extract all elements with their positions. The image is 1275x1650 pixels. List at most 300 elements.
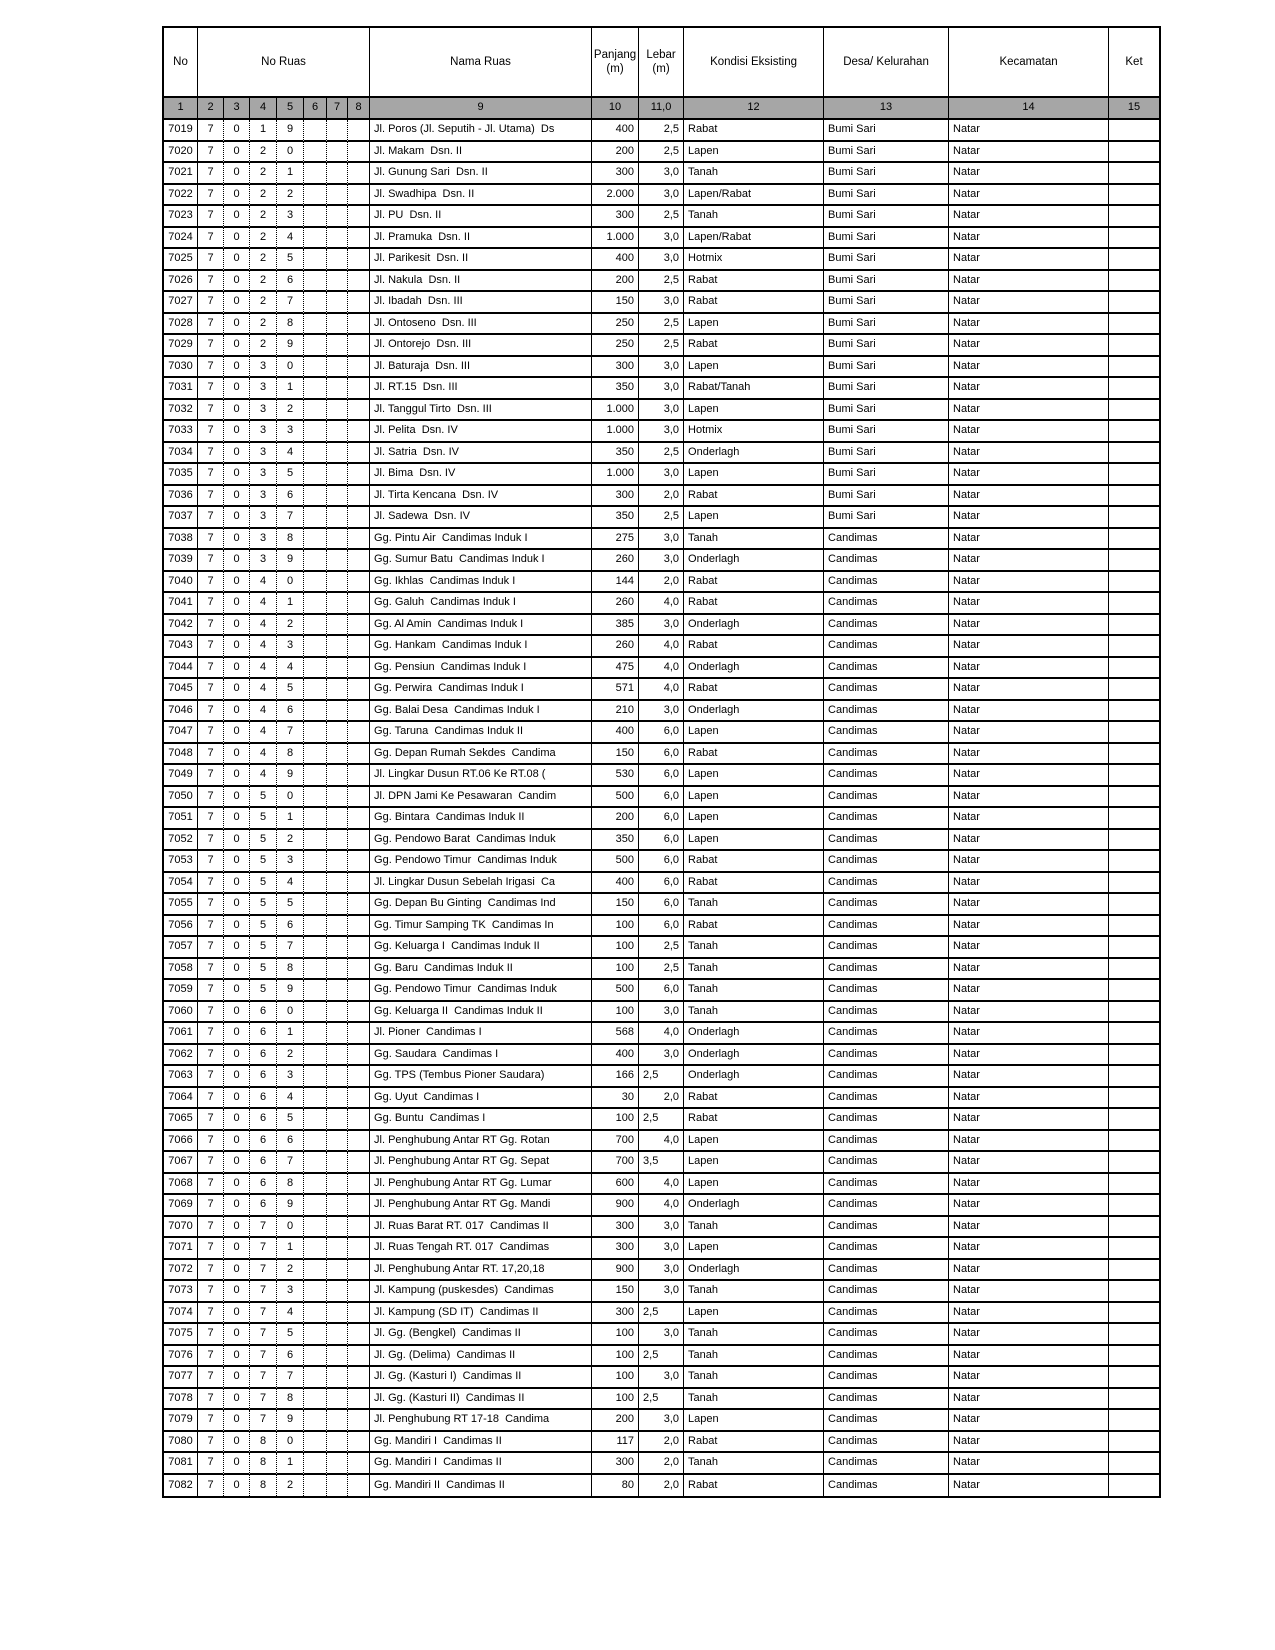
cell-no: 7021 [164, 163, 198, 185]
cell-no-ruas-digit: 7 [198, 507, 224, 529]
cell-lebar: 3,5 [639, 1152, 684, 1174]
cell-desa-kelurahan: Bumi Sari [824, 206, 949, 228]
cell-no-ruas-digit [304, 335, 327, 357]
cell-ket [1109, 980, 1159, 1002]
cell-desa-kelurahan: Candimas [824, 1389, 949, 1411]
cell-kecamatan: Natar [949, 443, 1109, 465]
road-register-table [162, 26, 1161, 1498]
cell-no-ruas-digit [327, 658, 348, 680]
cell-panjang: 100 [592, 1109, 639, 1131]
cell-no-ruas-digit: 7 [198, 529, 224, 551]
cell-kondisi-eksisting: Onderlagh [684, 658, 824, 680]
cell-ket [1109, 185, 1159, 207]
cell-ket [1109, 1324, 1159, 1346]
cell-ket [1109, 572, 1159, 594]
cell-panjang: 150 [592, 292, 639, 314]
cell-panjang: 300 [592, 486, 639, 508]
cell-kondisi-eksisting: Tanah [684, 1453, 824, 1475]
cell-no-ruas-digit [348, 335, 370, 357]
cell-no: 7081 [164, 1453, 198, 1475]
cell-desa-kelurahan: Candimas [824, 787, 949, 809]
cell-no-ruas-digit [304, 916, 327, 938]
cell-no-ruas-digit [304, 1432, 327, 1454]
cell-panjang: 144 [592, 572, 639, 594]
cell-panjang: 500 [592, 851, 639, 873]
cell-no-ruas-digit [304, 1389, 327, 1411]
cell-desa-kelurahan: Candimas [824, 1346, 949, 1368]
cell-ket [1109, 486, 1159, 508]
cell-ket [1109, 1410, 1159, 1432]
cell-no-ruas-digit [304, 615, 327, 637]
cell-kondisi-eksisting: Rabat [684, 271, 824, 293]
cell-lebar: 3,0 [639, 228, 684, 250]
cell-kecamatan: Natar [949, 550, 1109, 572]
cell-no: 7070 [164, 1217, 198, 1239]
cell-no: 7055 [164, 894, 198, 916]
cell-no-ruas-digit: 7 [198, 1260, 224, 1282]
cell-no-ruas-digit [304, 378, 327, 400]
cell-kondisi-eksisting: Rabat [684, 593, 824, 615]
cell-kecamatan: Natar [949, 486, 1109, 508]
cell-nama-ruas: Gg. Depan Rumah Sekdes Candima [370, 744, 592, 766]
cell-no-ruas-digit: 7 [198, 185, 224, 207]
cell-kondisi-eksisting: Tanah [684, 1389, 824, 1411]
cell-kecamatan: Natar [949, 185, 1109, 207]
cell-no-ruas-digit: 7 [250, 1217, 277, 1239]
cell-nama-ruas: Gg. Pendowo Timur Candimas Induk [370, 851, 592, 873]
cell-kondisi-eksisting: Hotmix [684, 249, 824, 271]
cell-panjang: 400 [592, 249, 639, 271]
cell-no: 7059 [164, 980, 198, 1002]
cell-no-ruas-digit: 1 [250, 120, 277, 142]
table-row [164, 1324, 1159, 1346]
cell-lebar: 2,5 [639, 443, 684, 465]
cell-kecamatan: Natar [949, 1152, 1109, 1174]
cell-no-ruas-digit: 6 [277, 1346, 304, 1368]
cell-no-ruas-digit: 0 [224, 421, 250, 443]
cell-panjang: 400 [592, 120, 639, 142]
cell-desa-kelurahan: Bumi Sari [824, 228, 949, 250]
cell-no-ruas-digit: 3 [250, 400, 277, 422]
cell-no-ruas-digit [348, 249, 370, 271]
cell-ket [1109, 1131, 1159, 1153]
cell-kecamatan: Natar [949, 1432, 1109, 1454]
cell-nama-ruas: Jl. RT.15 Dsn. III [370, 378, 592, 400]
cell-no-ruas-digit [348, 142, 370, 164]
cell-kondisi-eksisting: Lapen [684, 1303, 824, 1325]
cell-no-ruas-digit: 0 [224, 1367, 250, 1389]
cell-panjang: 80 [592, 1475, 639, 1497]
cell-nama-ruas: Jl. Kampung (SD IT) Candimas II [370, 1303, 592, 1325]
table-row [164, 421, 1159, 443]
column-number: 1 [164, 98, 198, 120]
table-row [164, 550, 1159, 572]
cell-no-ruas-digit [327, 1174, 348, 1196]
cell-no-ruas-digit [348, 1023, 370, 1045]
cell-kondisi-eksisting: Onderlagh [684, 1023, 824, 1045]
cell-no-ruas-digit: 0 [224, 593, 250, 615]
cell-no-ruas-digit [348, 206, 370, 228]
cell-no-ruas-digit: 7 [198, 314, 224, 336]
cell-nama-ruas: Gg. Galuh Candimas Induk I [370, 593, 592, 615]
cell-lebar: 3,0 [639, 1045, 684, 1067]
cell-kecamatan: Natar [949, 400, 1109, 422]
cell-no-ruas-digit: 8 [250, 1475, 277, 1497]
cell-kecamatan: Natar [949, 142, 1109, 164]
cell-no-ruas-digit [304, 980, 327, 1002]
table-row [164, 959, 1159, 981]
cell-no-ruas-digit [327, 357, 348, 379]
table-row [164, 400, 1159, 422]
cell-kecamatan: Natar [949, 830, 1109, 852]
cell-no-ruas-digit [348, 1088, 370, 1110]
cell-no-ruas-digit: 0 [224, 937, 250, 959]
cell-kecamatan: Natar [949, 1410, 1109, 1432]
cell-no-ruas-digit: 2 [250, 292, 277, 314]
column-number: 8 [348, 98, 370, 120]
cell-nama-ruas: Jl. Ibadah Dsn. III [370, 292, 592, 314]
cell-no-ruas-digit: 7 [277, 937, 304, 959]
cell-no-ruas-digit: 1 [277, 163, 304, 185]
cell-no-ruas-digit [304, 249, 327, 271]
cell-desa-kelurahan: Candimas [824, 529, 949, 551]
cell-no-ruas-digit: 7 [198, 378, 224, 400]
cell-no-ruas-digit: 5 [277, 1109, 304, 1131]
cell-lebar: 4,0 [639, 593, 684, 615]
cell-no-ruas-digit: 0 [224, 679, 250, 701]
cell-lebar: 6,0 [639, 787, 684, 809]
cell-nama-ruas: Jl. Ruas Barat RT. 017 Candimas II [370, 1217, 592, 1239]
cell-panjang: 350 [592, 830, 639, 852]
cell-no-ruas-digit [327, 1195, 348, 1217]
cell-no-ruas-digit [304, 1453, 327, 1475]
cell-no-ruas-digit: 9 [277, 765, 304, 787]
cell-no: 7080 [164, 1432, 198, 1454]
cell-no-ruas-digit: 0 [224, 1174, 250, 1196]
table-row [164, 335, 1159, 357]
cell-no-ruas-digit: 7 [198, 1002, 224, 1024]
cell-no-ruas-digit: 7 [198, 873, 224, 895]
cell-no-ruas-digit: 7 [198, 1088, 224, 1110]
cell-nama-ruas: Jl. Swadhipa Dsn. II [370, 185, 592, 207]
cell-panjang: 150 [592, 744, 639, 766]
cell-ket [1109, 400, 1159, 422]
cell-no: 7065 [164, 1109, 198, 1131]
cell-no-ruas-digit: 4 [250, 593, 277, 615]
cell-ket [1109, 1152, 1159, 1174]
cell-nama-ruas: Jl. Kampung (puskesdes) Candimas [370, 1281, 592, 1303]
cell-no-ruas-digit: 0 [224, 787, 250, 809]
cell-nama-ruas: Jl. Penghubung RT 17-18 Candima [370, 1410, 592, 1432]
cell-no-ruas-digit: 6 [250, 1195, 277, 1217]
cell-no: 7037 [164, 507, 198, 529]
cell-nama-ruas: Gg. Bintara Candimas Induk II [370, 808, 592, 830]
cell-lebar: 3,0 [639, 1260, 684, 1282]
cell-no-ruas-digit: 0 [224, 507, 250, 529]
header-kondisi-eksisting: Kondisi Eksisting [684, 28, 824, 98]
cell-no-ruas-digit [304, 1023, 327, 1045]
cell-no-ruas-digit: 0 [224, 894, 250, 916]
cell-no: 7032 [164, 400, 198, 422]
cell-desa-kelurahan: Bumi Sari [824, 185, 949, 207]
cell-panjang: 400 [592, 873, 639, 895]
cell-no-ruas-digit: 7 [198, 1174, 224, 1196]
cell-no-ruas-digit: 7 [250, 1410, 277, 1432]
cell-kondisi-eksisting: Rabat [684, 1432, 824, 1454]
cell-panjang: 100 [592, 1367, 639, 1389]
cell-no-ruas-digit [348, 636, 370, 658]
cell-lebar: 4,0 [639, 636, 684, 658]
cell-no-ruas-digit: 0 [224, 378, 250, 400]
cell-no-ruas-digit: 7 [250, 1281, 277, 1303]
cell-no-ruas-digit [327, 486, 348, 508]
cell-kondisi-eksisting: Onderlagh [684, 701, 824, 723]
cell-no-ruas-digit [327, 249, 348, 271]
cell-no-ruas-digit: 0 [224, 701, 250, 723]
cell-nama-ruas: Jl. Baturaja Dsn. III [370, 357, 592, 379]
cell-lebar: 4,0 [639, 658, 684, 680]
cell-no-ruas-digit: 5 [277, 1324, 304, 1346]
cell-no-ruas-digit: 0 [224, 916, 250, 938]
cell-no-ruas-digit [348, 1453, 370, 1475]
cell-no-ruas-digit: 4 [250, 701, 277, 723]
cell-no-ruas-digit: 0 [224, 120, 250, 142]
cell-ket [1109, 1367, 1159, 1389]
cell-nama-ruas: Gg. Saudara Candimas I [370, 1045, 592, 1067]
cell-panjang: 500 [592, 980, 639, 1002]
cell-ket [1109, 335, 1159, 357]
cell-no-ruas-digit [304, 443, 327, 465]
cell-no: 7075 [164, 1324, 198, 1346]
cell-no-ruas-digit: 3 [277, 421, 304, 443]
cell-no-ruas-digit [327, 1131, 348, 1153]
cell-no-ruas-digit: 1 [277, 1238, 304, 1260]
cell-no-ruas-digit: 7 [198, 1303, 224, 1325]
cell-lebar: 3,0 [639, 1324, 684, 1346]
cell-no-ruas-digit: 2 [277, 1260, 304, 1282]
cell-kondisi-eksisting: Lapen [684, 314, 824, 336]
cell-no-ruas-digit [304, 1303, 327, 1325]
cell-no: 7077 [164, 1367, 198, 1389]
cell-kecamatan: Natar [949, 572, 1109, 594]
table-row [164, 1195, 1159, 1217]
cell-nama-ruas: Gg. Keluarga I Candimas Induk II [370, 937, 592, 959]
cell-kecamatan: Natar [949, 1066, 1109, 1088]
cell-kecamatan: Natar [949, 808, 1109, 830]
cell-ket [1109, 722, 1159, 744]
cell-nama-ruas: Gg. Pintu Air Candimas Induk I [370, 529, 592, 551]
cell-no-ruas-digit [348, 701, 370, 723]
cell-no: 7036 [164, 486, 198, 508]
cell-lebar: 3,0 [639, 421, 684, 443]
cell-lebar: 3,0 [639, 1367, 684, 1389]
cell-lebar: 4,0 [639, 679, 684, 701]
table-row [164, 185, 1159, 207]
cell-kondisi-eksisting: Hotmix [684, 421, 824, 443]
cell-nama-ruas: Jl. Gg. (Delima) Candimas II [370, 1346, 592, 1368]
cell-no-ruas-digit: 0 [277, 1002, 304, 1024]
cell-no-ruas-digit: 0 [224, 443, 250, 465]
cell-kecamatan: Natar [949, 464, 1109, 486]
cell-kondisi-eksisting: Lapen [684, 1410, 824, 1432]
cell-no-ruas-digit [348, 615, 370, 637]
cell-panjang: 385 [592, 615, 639, 637]
cell-panjang: 100 [592, 1324, 639, 1346]
cell-panjang: 700 [592, 1131, 639, 1153]
cell-no-ruas-digit [348, 572, 370, 594]
cell-lebar: 3,0 [639, 292, 684, 314]
cell-no-ruas-digit [348, 658, 370, 680]
cell-no-ruas-digit: 6 [250, 1066, 277, 1088]
table-row [164, 744, 1159, 766]
cell-kondisi-eksisting: Tanah [684, 206, 824, 228]
cell-desa-kelurahan: Candimas [824, 830, 949, 852]
header-lebar: Lebar (m) [639, 28, 684, 98]
cell-no-ruas-digit [304, 1088, 327, 1110]
cell-no-ruas-digit: 7 [198, 142, 224, 164]
cell-ket [1109, 787, 1159, 809]
table-row [164, 1045, 1159, 1067]
cell-no-ruas-digit [304, 421, 327, 443]
cell-kecamatan: Natar [949, 1045, 1109, 1067]
cell-kecamatan: Natar [949, 894, 1109, 916]
cell-no-ruas-digit: 0 [224, 292, 250, 314]
cell-kecamatan: Natar [949, 271, 1109, 293]
cell-panjang: 350 [592, 378, 639, 400]
cell-kondisi-eksisting: Lapen [684, 1131, 824, 1153]
cell-no-ruas-digit [327, 185, 348, 207]
cell-no-ruas-digit: 7 [198, 1324, 224, 1346]
cell-no-ruas-digit: 7 [198, 550, 224, 572]
cell-kecamatan: Natar [949, 722, 1109, 744]
cell-no-ruas-digit [304, 701, 327, 723]
cell-no-ruas-digit: 7 [198, 292, 224, 314]
cell-nama-ruas: Gg. Timur Samping TK Candimas In [370, 916, 592, 938]
cell-lebar: 3,0 [639, 701, 684, 723]
cell-no-ruas-digit: 0 [224, 357, 250, 379]
cell-no-ruas-digit [304, 593, 327, 615]
table-row [164, 464, 1159, 486]
cell-kecamatan: Natar [949, 1217, 1109, 1239]
table-row [164, 1131, 1159, 1153]
cell-no-ruas-digit: 2 [250, 228, 277, 250]
cell-nama-ruas: Jl. Gg. (Kasturi II) Candimas II [370, 1389, 592, 1411]
table-row [164, 249, 1159, 271]
cell-no-ruas-digit: 3 [250, 550, 277, 572]
cell-ket [1109, 206, 1159, 228]
cell-no-ruas-digit: 5 [277, 464, 304, 486]
cell-no-ruas-digit [348, 507, 370, 529]
cell-ket [1109, 443, 1159, 465]
cell-no-ruas-digit: 0 [277, 357, 304, 379]
cell-no-ruas-digit: 7 [250, 1346, 277, 1368]
cell-no-ruas-digit: 5 [277, 679, 304, 701]
cell-no-ruas-digit: 7 [198, 894, 224, 916]
cell-no-ruas-digit: 0 [277, 142, 304, 164]
cell-no-ruas-digit: 6 [250, 1045, 277, 1067]
cell-no: 7064 [164, 1088, 198, 1110]
cell-no-ruas-digit: 2 [250, 335, 277, 357]
cell-no-ruas-digit [348, 1346, 370, 1368]
cell-no-ruas-digit [348, 1410, 370, 1432]
cell-desa-kelurahan: Candimas [824, 1002, 949, 1024]
cell-panjang: 100 [592, 916, 639, 938]
cell-no-ruas-digit [304, 722, 327, 744]
cell-lebar: 4,0 [639, 1195, 684, 1217]
cell-no: 7062 [164, 1045, 198, 1067]
cell-ket [1109, 916, 1159, 938]
cell-no-ruas-digit: 2 [277, 615, 304, 637]
cell-kecamatan: Natar [949, 1303, 1109, 1325]
table-row [164, 443, 1159, 465]
cell-kecamatan: Natar [949, 228, 1109, 250]
cell-no-ruas-digit: 7 [198, 1023, 224, 1045]
cell-no-ruas-digit [327, 765, 348, 787]
cell-no-ruas-digit: 6 [250, 1152, 277, 1174]
cell-no-ruas-digit: 1 [277, 1023, 304, 1045]
cell-no-ruas-digit [327, 980, 348, 1002]
cell-ket [1109, 744, 1159, 766]
cell-lebar: 3,0 [639, 615, 684, 637]
column-number: 11,0 [639, 98, 684, 120]
cell-no-ruas-digit: 0 [224, 1088, 250, 1110]
cell-no-ruas-digit: 7 [250, 1238, 277, 1260]
cell-no-ruas-digit [327, 722, 348, 744]
cell-kondisi-eksisting: Lapen [684, 142, 824, 164]
cell-no-ruas-digit: 2 [250, 142, 277, 164]
cell-nama-ruas: Gg. Ikhlas Candimas Induk I [370, 572, 592, 594]
cell-no-ruas-digit: 6 [277, 1131, 304, 1153]
cell-no-ruas-digit [348, 1045, 370, 1067]
cell-no-ruas-digit: 6 [250, 1109, 277, 1131]
cell-no-ruas-digit: 9 [277, 1410, 304, 1432]
cell-ket [1109, 271, 1159, 293]
cell-kecamatan: Natar [949, 357, 1109, 379]
cell-nama-ruas: Gg. Hankam Candimas Induk I [370, 636, 592, 658]
cell-nama-ruas: Gg. Al Amin Candimas Induk I [370, 615, 592, 637]
table-row [164, 1303, 1159, 1325]
cell-no-ruas-digit: 7 [198, 959, 224, 981]
cell-panjang: 150 [592, 1281, 639, 1303]
cell-no-ruas-digit [304, 228, 327, 250]
cell-no-ruas-digit: 8 [277, 314, 304, 336]
cell-panjang: 100 [592, 937, 639, 959]
table-row [164, 636, 1159, 658]
cell-no-ruas-digit: 8 [277, 1389, 304, 1411]
cell-no-ruas-digit [348, 830, 370, 852]
cell-panjang: 166 [592, 1066, 639, 1088]
cell-no: 7023 [164, 206, 198, 228]
cell-nama-ruas: Jl. Lingkar Dusun RT.06 Ke RT.08 ( [370, 765, 592, 787]
cell-no-ruas-digit: 0 [224, 808, 250, 830]
cell-desa-kelurahan: Candimas [824, 1066, 949, 1088]
cell-no-ruas-digit: 0 [224, 1260, 250, 1282]
cell-no-ruas-digit: 3 [250, 507, 277, 529]
cell-lebar: 2,5 [639, 1389, 684, 1411]
cell-no-ruas-digit [348, 1002, 370, 1024]
cell-lebar: 3,0 [639, 464, 684, 486]
cell-no-ruas-digit: 7 [277, 1152, 304, 1174]
cell-no-ruas-digit: 3 [277, 1281, 304, 1303]
cell-kondisi-eksisting: Rabat [684, 120, 824, 142]
cell-no: 7047 [164, 722, 198, 744]
cell-kecamatan: Natar [949, 529, 1109, 551]
cell-desa-kelurahan: Candimas [824, 1023, 949, 1045]
cell-no-ruas-digit: 2 [277, 830, 304, 852]
cell-no-ruas-digit: 0 [224, 1303, 250, 1325]
cell-no-ruas-digit: 4 [250, 744, 277, 766]
cell-ket [1109, 378, 1159, 400]
